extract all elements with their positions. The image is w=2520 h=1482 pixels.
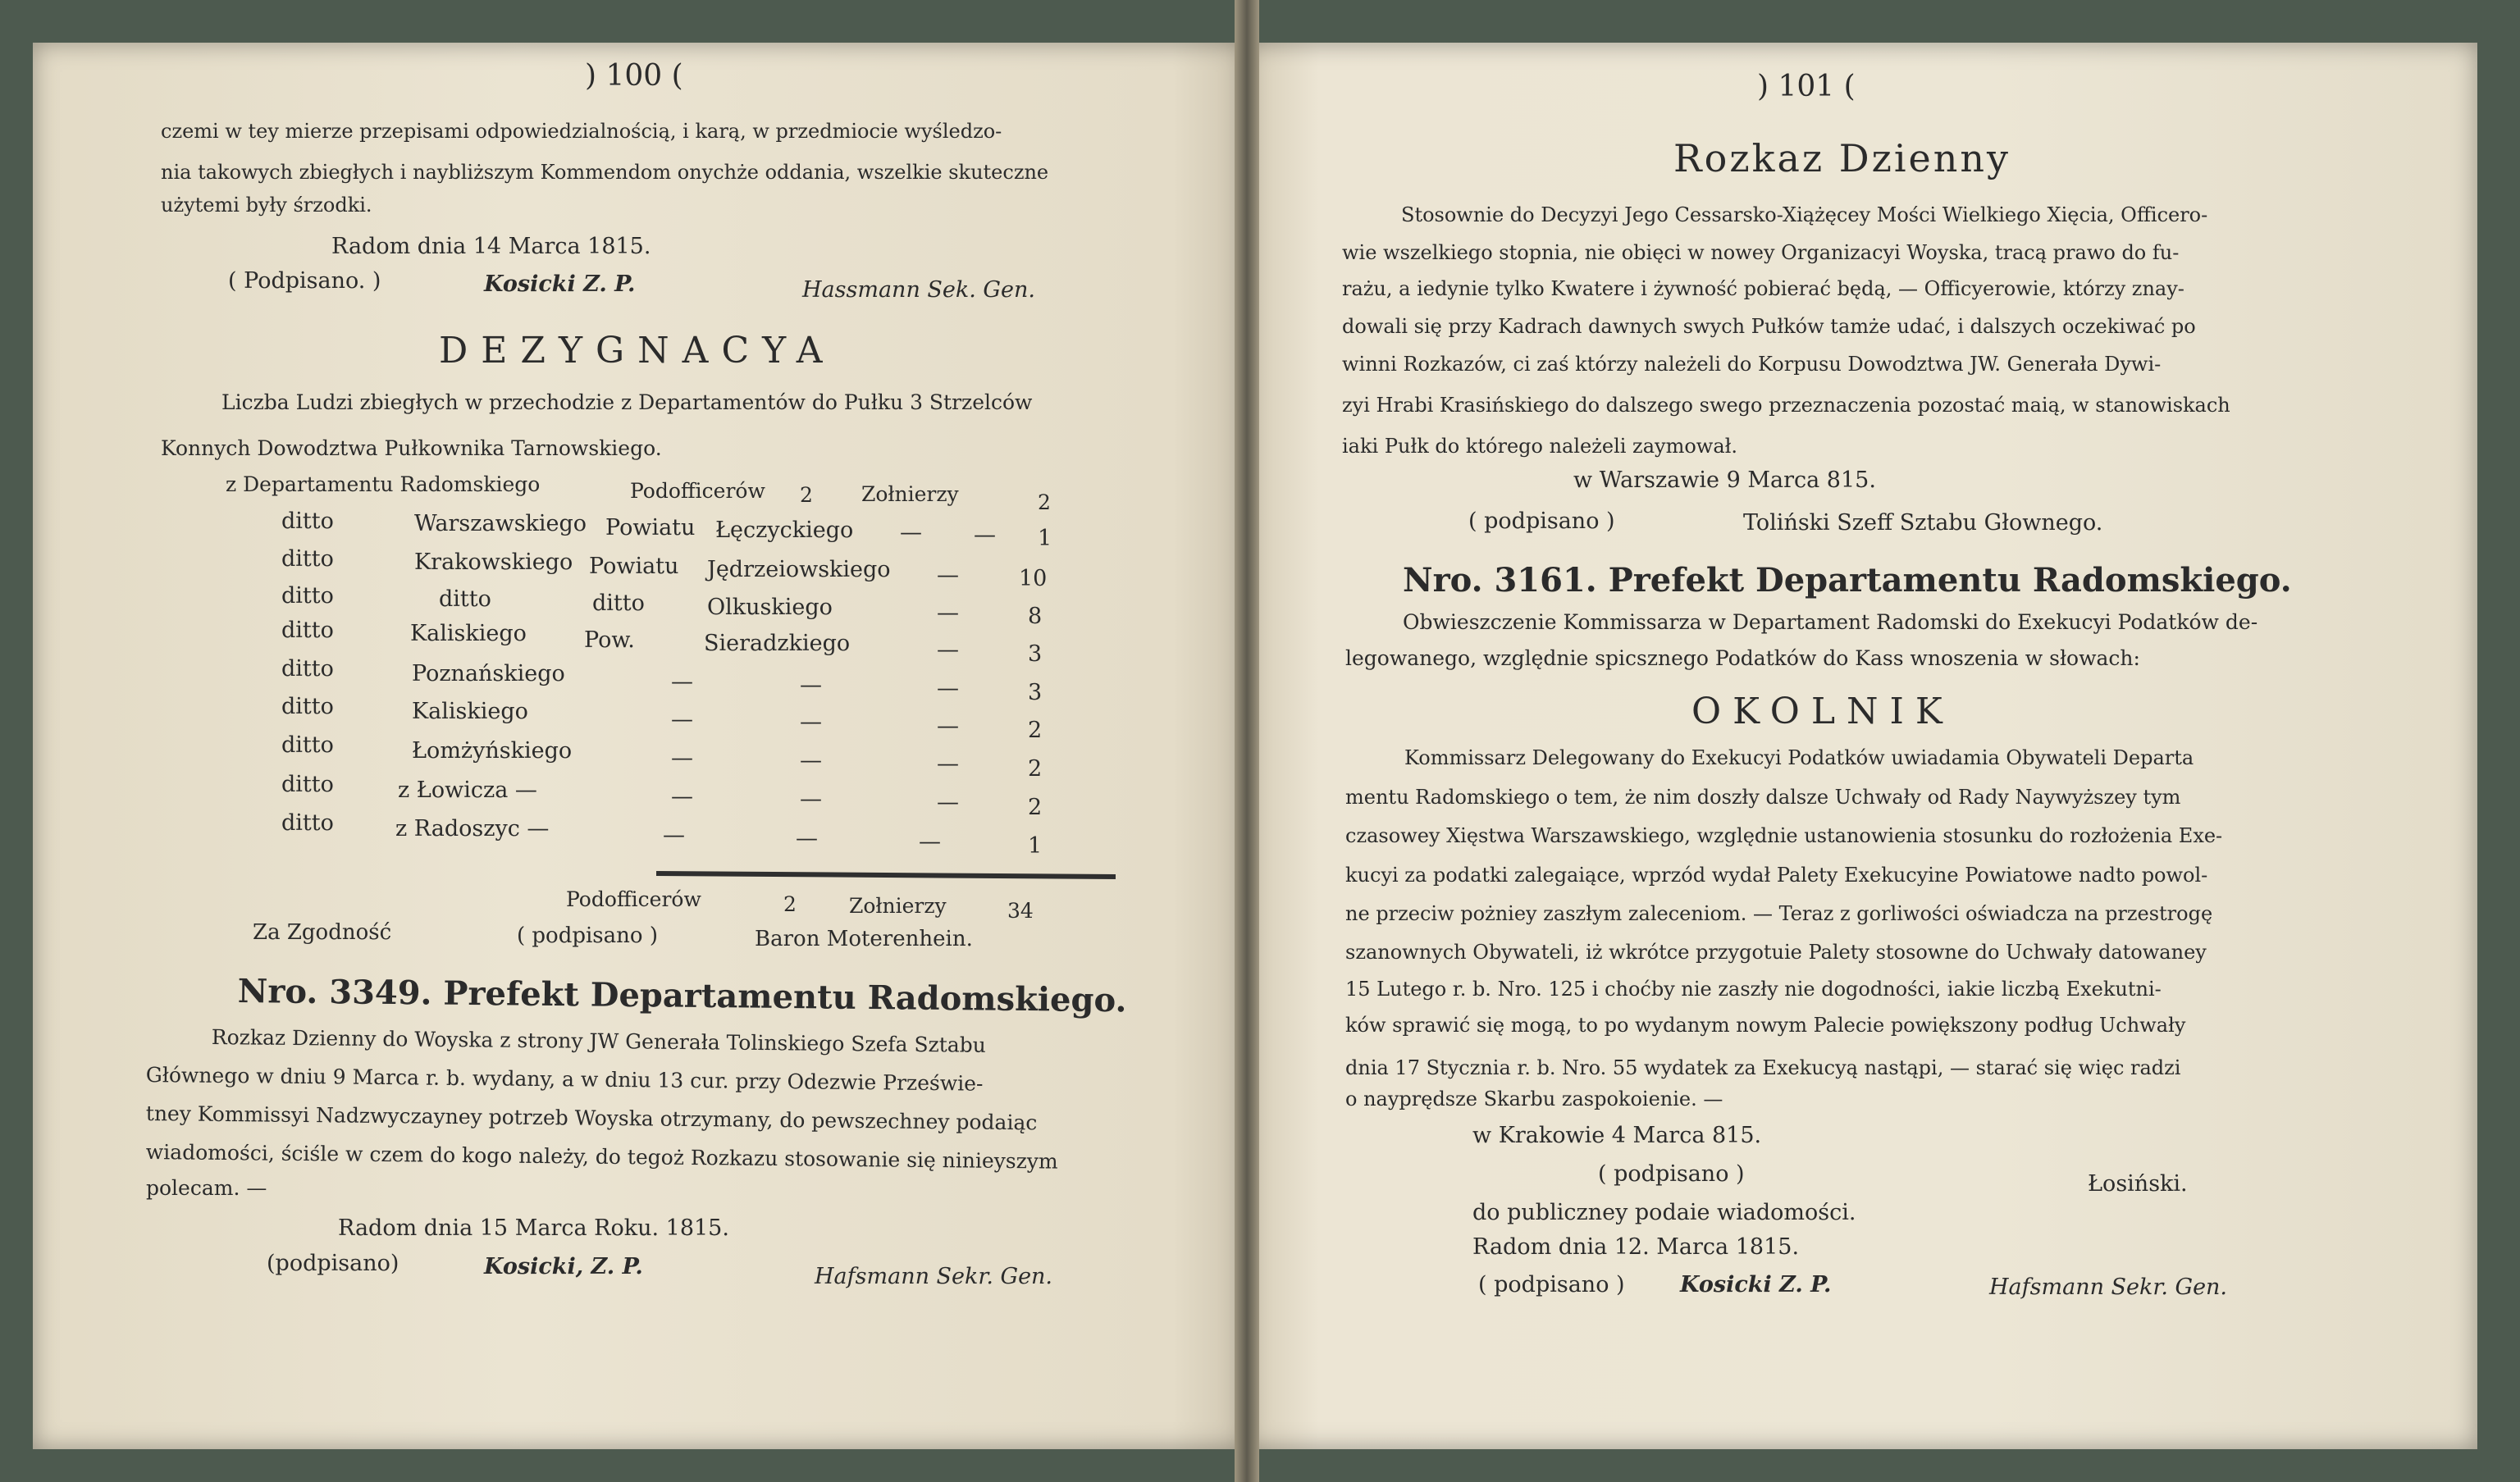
table-cell: Krakowskiego [414,549,573,575]
table-cell: ditto [281,772,334,797]
right-heading-rozkaz: Rozkaz Dzienny [1673,136,2011,180]
table-cell: — [671,707,693,732]
table-cell: 2 [1028,718,1043,743]
table-cell: 2 [1028,756,1043,782]
right-nro-heading: Nro. 3161. Prefekt Departamentu Radomskiego. [1403,561,2292,600]
right-sub-line: legowanego, względnie spicsznego Podatków do Kass wnoszenia w słowach: [1345,646,2140,670]
table-cell: — [937,676,959,701]
okolnik-line: kucyi za podatki zalegaiące, wprzód wydał Palety Exekucyine Powiatowe nadto powol- [1345,864,2208,887]
table-cell: z Radoszyc — [395,816,550,841]
right-body-line: dowali się przy Kadrach dawnych swych Pułków tamże udać, i dalszych oczekiwać po [1342,315,2196,338]
right-date-2: w Krakowie 4 Marca 815. [1472,1123,1762,1148]
table-cell: ditto [281,508,334,534]
table-cell: ditto [281,546,334,572]
right-body-line: Stosownie do Decyzyi Jego Cessarsko-Xiążęcey Mości Wielkiego Xięcia, Officero- [1401,203,2208,226]
left-desc-line: Konnych Dowodztwa Pułkownika Tarnowskiego. [161,436,662,460]
right-sign-1-name: Toliński Szeff Sztabu Głownego. [1743,510,2103,536]
right-body-line: rażu, a iedynie tylko Kwatere i żywność pobierać będą, — Officyerowie, którzy znay- [1342,277,2184,300]
right-body-line: wie wszelkiego stopnia, nie obięci w nowey Organizacyi Woyska, tracą prawo do fu- [1342,241,2180,264]
left-sign-2-label: (podpisano) [267,1251,399,1276]
table-cell: — [919,829,941,855]
table-cell: — [800,787,822,812]
okolnik-line: szanownych Obywateli, iż wkrótce przygotuie Palety stosowne do Uchwały datowaney [1345,941,2207,964]
left-intro-line: użytemi były śrzodki. [161,194,372,217]
left-intro-line: nia takowych zbiegłych i naybliższym Kommendom onychże oddania, wszelkie skuteczne [161,161,1049,184]
table-cell: Warszawskiego [414,511,587,536]
table-cell: — [800,673,822,698]
okolnik-line: dnia 17 Stycznia r. b. Nro. 55 wydatek za Exekucyą nastąpi, — starać się więc radzi [1345,1056,2181,1079]
okolnik-line: czasowey Xięstwa Warszawskiego, względnie ustanowienia stosunku do rozłożenia Exe- [1345,824,2223,847]
left-podpisano-2: ( podpisano ) [517,923,658,948]
table-cell: z Łowicza — [398,777,537,803]
table-cell: Kaliskiego [412,699,528,724]
table-cell: Sieradzkiego [704,631,851,656]
okolnik-line: ne przeciw pożniey zaszłym zaleceniom. — Teraz z gorliwości oświadcza na przestrogę [1345,902,2213,925]
table-cell: 3 [1028,680,1043,705]
book-gutter [1235,0,1259,1482]
table-cell: — [671,746,693,771]
table-cell: Olkuskiego [707,595,833,620]
table-cell: 3 [1028,641,1043,667]
okolnik-line: ków sprawić się mogą, to po wydanym nowym Palecie powiększony podług Uchwały [1345,1014,2186,1037]
left-sign-2-name1: Kosicki, Z. P. [484,1254,643,1279]
table-header-col3: 2 [800,483,813,507]
left-intro-line: czemi w tey mierze przepisami odpowiedzialnością, i karą, w przedmiocie wyśledzo- [161,120,1002,143]
table-cell: — [900,520,922,545]
right-page-number: ) 101 ( [1757,70,1856,103]
table-cell: ditto [281,618,334,643]
left-body-line: Rozkaz Dzienny do Woyska z strony JW Generała Tolinskiego Szefa Sztabu [211,1025,986,1057]
table-cell: Pow. [584,627,635,653]
table-cell: — [671,784,693,809]
table-cell: — [671,669,693,695]
left-body-line: tney Kommissyi Nadzwyczayney potrzeb Woyska otrzymany, do pewszechney podaiąc [145,1101,1038,1135]
okolnik-line: 15 Lutego r. b. Nro. 125 i choćby nie zaszły nie dogodności, iakie liczbą Exekutni- [1345,978,2162,1001]
table-cell: — [937,600,959,626]
table-cell: ditto [439,586,491,612]
total-label-2: Zołnierzy [849,894,947,918]
do-publicznej: do publiczney podaie wiadomości. [1472,1200,1856,1225]
right-sub-line: Obwieszczenie Kommissarza w Departament Radomski do Exekucyi Podatków de- [1403,610,2258,634]
table-cell: ditto [281,810,334,836]
total-label-1: Podofficerów [566,887,701,911]
table-cell: Poznańskiego [412,661,565,686]
table-cell: ditto [281,656,334,682]
right-body-line: winni Rozkazów, ci zaś którzy należeli do Korpusu Dowodztwa JW. Generała Dywi- [1342,353,2162,376]
table-cell: — [937,563,959,588]
table-cell: — [937,637,959,663]
okolnik-line: o nayprędsze Skarbu zaspokoienie. — [1345,1088,1723,1110]
left-body-line: Głównego w dniu 9 Marca r. b. wydany, a w dniu 13 cur. przy Odezwie Prześwie- [145,1063,984,1096]
okolnik-line: mentu Radomskiego o tem, że nim doszły dalsze Uchwały od Rady Naywyższey tym [1345,786,2181,809]
table-header-col4: Zołnierzy [861,482,959,506]
right-sign-3-label: ( podpisano ) [1478,1272,1625,1297]
right-sign-3-name2: Hafsmann Sekr. Gen. [1989,1275,2228,1300]
table-cell: ditto [281,732,334,758]
table-cell: 2 [1028,795,1043,820]
table-cell: ditto [281,583,334,609]
table-cell: Jędrzeiowskiego [707,557,891,582]
table-cell: Łęczyckiego [715,518,854,543]
right-body-line: zyi Hrabi Krasińskiego do dalszego swego przeznaczenia pozostać maią, w stanowiskach [1342,394,2230,417]
table-cell: — [800,709,822,735]
za-zgodnosc: Za Zgodność [253,920,392,945]
table-cell: ditto [281,694,334,719]
losinski-signature: Łosiński. [2088,1171,2188,1197]
right-podpisano-2: ( podpisano ) [1598,1161,1745,1187]
table-cell: — [796,826,818,851]
table-cell: ditto [592,591,645,616]
right-heading-okolnik: OKOLNIK [1691,691,1954,732]
total-value-2: 34 [1007,899,1034,923]
left-sign-1-label: ( Podpisano. ) [228,268,381,294]
left-nro-heading: Nro. 3349. Prefekt Departamentu Radomskiego. [237,972,1127,1020]
left-sign-1-name1: Kosicki Z. P. [484,271,636,297]
left-heading-dezygnacya: DEZYGNACYA [439,330,836,372]
baron-signature: Baron Moterenhein. [755,927,973,951]
table-cell: 1 [1038,526,1052,551]
table-cell: 10 [1019,566,1048,591]
table-header-col5: 2 [1038,490,1051,514]
table-cell: — [663,823,685,848]
table-cell: — [937,751,959,777]
right-sign-3-name1: Kosicki Z. P. [1680,1272,1832,1297]
table-cell: Powiatu [605,515,696,540]
table-cell: — [937,790,959,815]
left-body-line: wiadomości, ściśle w czem do kogo należy, do tegoż Rozkazu stosowanie się ninieyszym [145,1140,1058,1174]
total-value-1: 2 [783,892,797,916]
left-sign-2-name2: Hafsmann Sekr. Gen. [815,1264,1053,1289]
right-date-1: w Warszawie 9 Marca 815. [1573,467,1876,493]
left-page-number: ) 100 ( [585,59,683,93]
table-cell: — [800,748,822,773]
table-cell: 1 [1028,833,1043,859]
left-date-1: Radom dnia 14 Marca 1815. [331,234,651,259]
left-body-line: polecam. — [146,1176,267,1200]
table-cell: — [937,714,959,739]
okolnik-line: Kommissarz Delegowany do Exekucyi Podatków uwiadamia Obywateli Departa [1404,746,2194,769]
table-cell: Łomżyńskiego [412,738,573,764]
left-desc-line: Liczba Ludzi zbiegłych w przechodzie z Departamentów do Pułku 3 Strzelców [221,390,1033,414]
right-body-line: iaki Pułk do którego należeli zaymował. [1342,435,1738,458]
table-cell: 8 [1028,604,1043,629]
table-cell: Kaliskiego [410,621,527,646]
table-header-col2: Podofficerów [630,479,765,503]
right-sign-1-label: ( podpisano ) [1468,508,1615,534]
table-header-col1: z Departamentu Radomskiego [226,472,541,496]
table-cell: — [974,522,996,548]
right-date-3: Radom dnia 12. Marca 1815. [1472,1234,1800,1260]
left-date-2: Radom dnia 15 Marca Roku. 1815. [338,1215,729,1241]
left-sign-1-name2: Hassmann Sek. Gen. [802,277,1035,303]
table-cell: Powiatu [589,554,679,579]
